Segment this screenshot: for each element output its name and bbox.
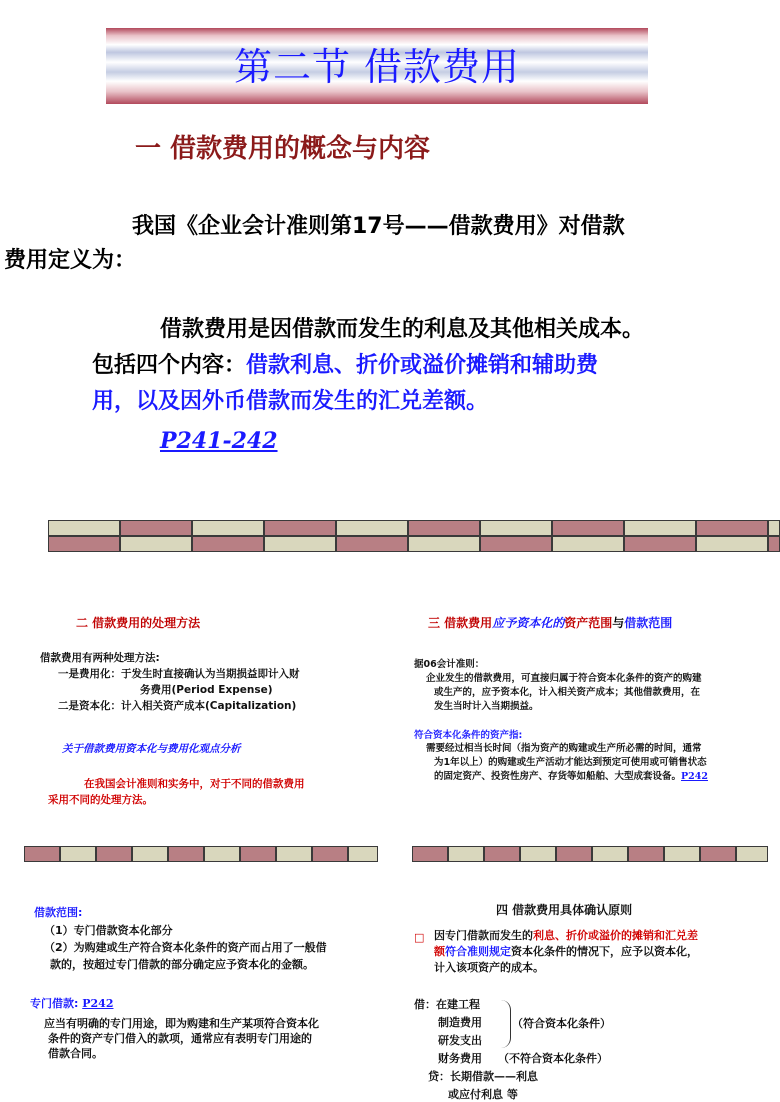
credit-label: 贷： <box>428 1070 450 1083</box>
slide3-line-1: 据06会计准则： <box>414 659 485 670</box>
slide3-assets <box>414 742 774 784</box>
definition-prefix: 包括四个内容： <box>92 353 247 378</box>
slide5-title: 四 借款费用具体确认原则 <box>496 903 633 917</box>
account-long-term-loan: 长期借款——利息 <box>450 1070 538 1083</box>
condition-capitalized: （符合资本化条件） <box>512 1017 611 1030</box>
slide2-body <box>40 650 380 714</box>
slide2-line-2: 一是费用化：于发生时直接确认为当期损益即计入财 <box>58 668 300 680</box>
slide4-item-2a: （2）为购建或生产符合资本化条件的资产而占用了一般借 <box>44 941 327 954</box>
slide3-line-6: 为1年以上）的购建或生产活动才能达到预定可使用或可销售状态 <box>434 757 707 768</box>
account-rnd-row <box>414 1032 774 1050</box>
slide4-heading: 借款范围: <box>34 906 83 919</box>
definition-contents-2: 用，以及因外币借款而发生的汇兑差额。 <box>92 389 489 414</box>
slide3-title <box>428 614 672 631</box>
slide5-suffix: 资本化条件的情况下，应予以资本化， <box>511 945 698 958</box>
account-interest-payable-row <box>414 1086 774 1100</box>
slide4-line-3: 借款合同。 <box>48 1047 103 1060</box>
account-manufacturing: 制造费用 <box>438 1016 482 1029</box>
intro-line-1: 我国《企业会计准则第17号——借款费用》对借款 <box>132 214 625 239</box>
slide4-item-2b: 款的，按超过专门借款的部分确定应予资本化的金额。 <box>50 958 314 971</box>
slide2-note-line-1: 在我国会计准则和实务中，对于不同的借款费用 <box>84 778 305 790</box>
account-finance-row <box>414 1050 774 1068</box>
slide2-analysis-link[interactable]: 关于借款费用资本化与费用化观点分析 <box>62 743 241 755</box>
account-interest-payable: 或应付利息 等 <box>448 1088 518 1100</box>
brick-divider-top <box>48 520 780 552</box>
slide3-title-blue-1: 应予资本化的 <box>492 616 565 630</box>
account-construction: 在建工程 <box>436 998 480 1011</box>
slide4-item-1: （1）专门借款资本化部分 <box>44 924 173 937</box>
slide5-red-text: 利息、折价或溢价的摊销和汇兑差 <box>533 929 698 942</box>
slide3-line-7-text: 的固定资产、投资性房产、存货等如船舶、大型成套设备。 <box>434 771 682 782</box>
slide5-red-text-2: 额 <box>434 945 445 958</box>
slide4-sub-heading: 专门借款: <box>30 997 79 1010</box>
slide3-title-blue-2: 借款范围 <box>624 616 673 630</box>
definition-paragraph <box>68 312 758 420</box>
slide3-line-2: 企业发生的借款费用，可直接归属于符合资本化条件的资产的购建 <box>426 673 702 684</box>
slide4-line-2: 条件的资产专门借入的款项，通常应有表明专门用途的 <box>48 1032 312 1045</box>
definition-line-1: 借款费用是因借款而发生的利息及其他相关成本。 <box>160 317 645 342</box>
account-finance: 财务费用 <box>438 1052 482 1065</box>
page-title: 第二节 借款费用 <box>233 45 521 89</box>
slide5-bullet-icon: □ <box>414 931 425 944</box>
section-heading: 一 借款费用的概念与内容 <box>135 134 431 164</box>
slide4-definition <box>44 1016 384 1061</box>
slide5-prefix: 因专门借款而发生的 <box>434 929 533 942</box>
slide5-line-2 <box>434 944 774 960</box>
slide2-line-4: 二是资本化：计入相关资产成本(Capitalization) <box>58 700 297 712</box>
brace-icon <box>500 1000 511 1048</box>
intro-line-2: 费用定义为： <box>4 248 137 273</box>
slide3-sub-heading: 符合资本化条件的资产指: <box>414 730 523 741</box>
slide2-note <box>48 776 378 808</box>
slide3-title-prefix: 三 借款费用 <box>428 616 493 630</box>
intro-paragraph <box>4 210 728 278</box>
brick-divider-left <box>24 846 378 862</box>
journal-credit-row <box>414 1068 774 1086</box>
slide2-note-line-2: 采用不同的处理方法。 <box>48 794 153 806</box>
slide5-paragraph <box>434 928 774 976</box>
account-rnd: 研发支出 <box>438 1034 482 1047</box>
slide4-page-ref-link[interactable]: P242 <box>82 997 114 1010</box>
slide2-line-1: 借款费用有两种处理方法: <box>40 652 160 664</box>
slide2-title: 二 借款费用的处理方法 <box>76 616 201 630</box>
definition-contents-1: 借款利息、折价或溢价摊销和辅助费 <box>246 353 599 378</box>
slide4-body <box>44 922 384 973</box>
slide3-body <box>414 658 774 714</box>
brick-divider-right <box>412 846 768 862</box>
slide3-page-ref-link[interactable]: P242 <box>681 771 708 782</box>
slide3-line-4: 发生当时计入当期损益。 <box>434 701 539 712</box>
slide3-title-red: 资产范围 <box>564 616 613 630</box>
slide2-line-3: 务费用(Period Expense) <box>140 684 273 696</box>
journal-debit-row <box>414 996 774 1014</box>
slide5-blue-text: 符合准则规定 <box>445 945 511 958</box>
slide3-line-7 <box>414 770 774 784</box>
page-reference-link[interactable]: P241-242 <box>160 428 278 454</box>
slide4-sub-heading-row <box>30 996 113 1012</box>
slide4-line-1: 应当有明确的专门用途，即为购建和生产某项符合资本化 <box>44 1017 319 1030</box>
debit-label: 借： <box>414 998 436 1011</box>
slide3-line-5: 需要经过相当长时间（指为资产的购建或生产所必需的时间，通常 <box>426 743 702 754</box>
definition-line-2 <box>68 348 758 384</box>
slide5-line-1 <box>434 928 774 944</box>
slide5-journal <box>414 996 774 1100</box>
slide3-line-3: 或生产的，应予资本化，计入相关资产成本；其他借款费用，在 <box>434 687 701 698</box>
slide5-line-3: 计入该项资产的成本。 <box>434 961 544 974</box>
slide3-title-mid: 与 <box>612 616 625 630</box>
condition-not-capitalized: （不符合资本化条件） <box>498 1052 608 1065</box>
